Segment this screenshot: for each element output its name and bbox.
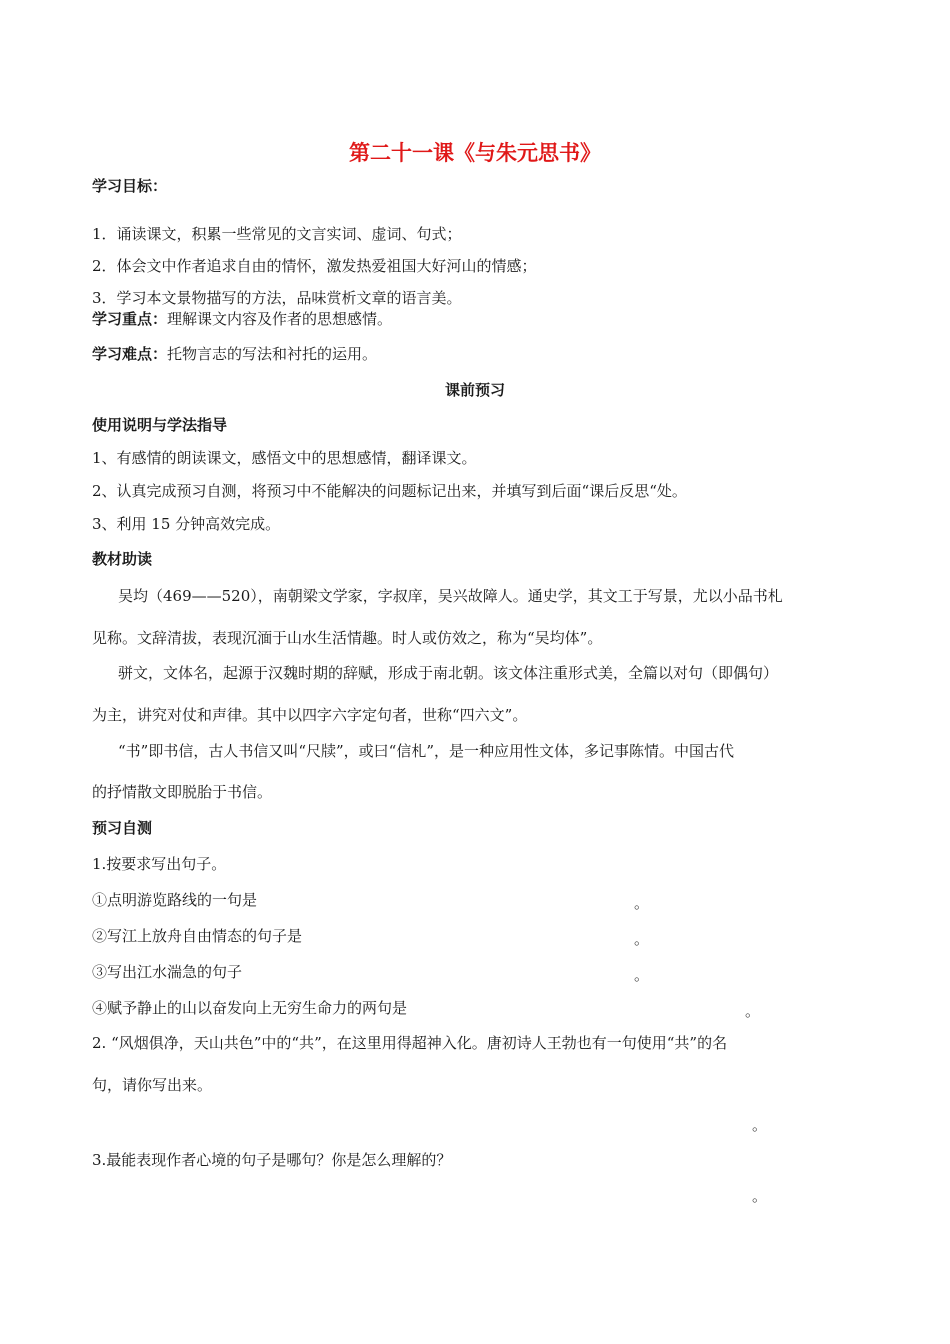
instruction-item: 2、认真完成预习自测，将预习中不能解决的问题标记出来，并填写到后面“课后反思“处。 [92, 482, 687, 500]
question-1-item: ④赋予静止的山以奋发向上无穷生命力的两句是 [92, 999, 408, 1017]
objective-item: 1．诵读课文，积累一些常见的文言实词、虚词、句式； [92, 225, 462, 243]
question-2-line: 2. “风烟俱净，天山共色”中的“共”，在这里用得超神入化。唐初诗人王勃也有一句使用“共”的名 [92, 1034, 728, 1052]
answer-blank-period: 。 [634, 930, 650, 948]
answer-blank-period: 。 [634, 966, 650, 984]
answer-blank-period: 。 [752, 1116, 768, 1134]
difficulty [92, 344, 377, 364]
question-1-item: ①点明游览路线的一句是 [92, 891, 258, 909]
instruction-item: 3、利用 15 分钟高效完成。 [92, 515, 281, 533]
reading-heading: 教材助读 [92, 550, 153, 568]
self-test-heading: 预习自测 [92, 819, 153, 837]
key-point-label: 学习重点： [92, 310, 168, 328]
question-1-item: ③写出江水湍急的句子 [92, 963, 243, 981]
lesson-title: 第二十一课《与朱元思书》 [349, 141, 601, 165]
question-1: 1.按要求写出句子。 [92, 855, 227, 873]
reading-paragraph-line: 为主，讲究对仗和声律。其中以四字六字定句者，世称“四六文”。 [92, 706, 528, 724]
reading-paragraph-line: 骈文，文体名，起源于汉魏时期的辞赋，形成于南北朝。该文体注重形式美，全篇以对句（即偶句） [118, 664, 779, 682]
reading-paragraph-line: 吴均（469——520），南朝梁文学家，字叔庠，吴兴故障人。通史学，其文工于写景，尤以小品书札 [118, 587, 783, 605]
objective-item: 3．学习本文景物描写的方法，品味赏析文章的语言美。 [92, 289, 462, 307]
question-3: 3.最能表现作者心境的句子是哪句？你是怎么理解的？ [92, 1151, 452, 1169]
reading-paragraph-line: 的抒情散文即脱胎于书信。 [92, 783, 273, 801]
answer-blank-period: 。 [745, 1002, 761, 1020]
answer-blank-period: 。 [752, 1187, 768, 1205]
objectives-heading: 学习目标： [92, 177, 168, 195]
difficulty-text: 托物言志的写法和衬托的运用。 [167, 345, 378, 363]
answer-blank-period: 。 [634, 894, 650, 912]
instructions-heading: 使用说明与学法指导 [92, 416, 228, 434]
difficulty-label: 学习难点： [92, 345, 168, 363]
question-1-item: ②写江上放舟自由情态的句子是 [92, 927, 303, 945]
instruction-item: 1、有感情的朗读课文，感悟文中的思想感情，翻译课文。 [92, 449, 477, 467]
key-point [92, 309, 392, 329]
preview-heading: 课前预习 [444, 381, 505, 399]
reading-paragraph-line: “书”即书信，古人书信又叫“尺牍”，或曰“信札”，是一种应用性文体，多记事陈情。中国古代 [118, 742, 735, 760]
question-2-line: 句，请你写出来。 [92, 1076, 213, 1094]
reading-paragraph-line: 见称。文辞清拔，表现沉湎于山水生活情趣。时人或仿效之，称为“吴均体”。 [92, 629, 603, 647]
key-point-text: 理解课文内容及作者的思想感情。 [167, 310, 393, 328]
objective-item: 2．体会文中作者追求自由的情怀，激发热爱祖国大好河山的情感； [92, 257, 537, 275]
